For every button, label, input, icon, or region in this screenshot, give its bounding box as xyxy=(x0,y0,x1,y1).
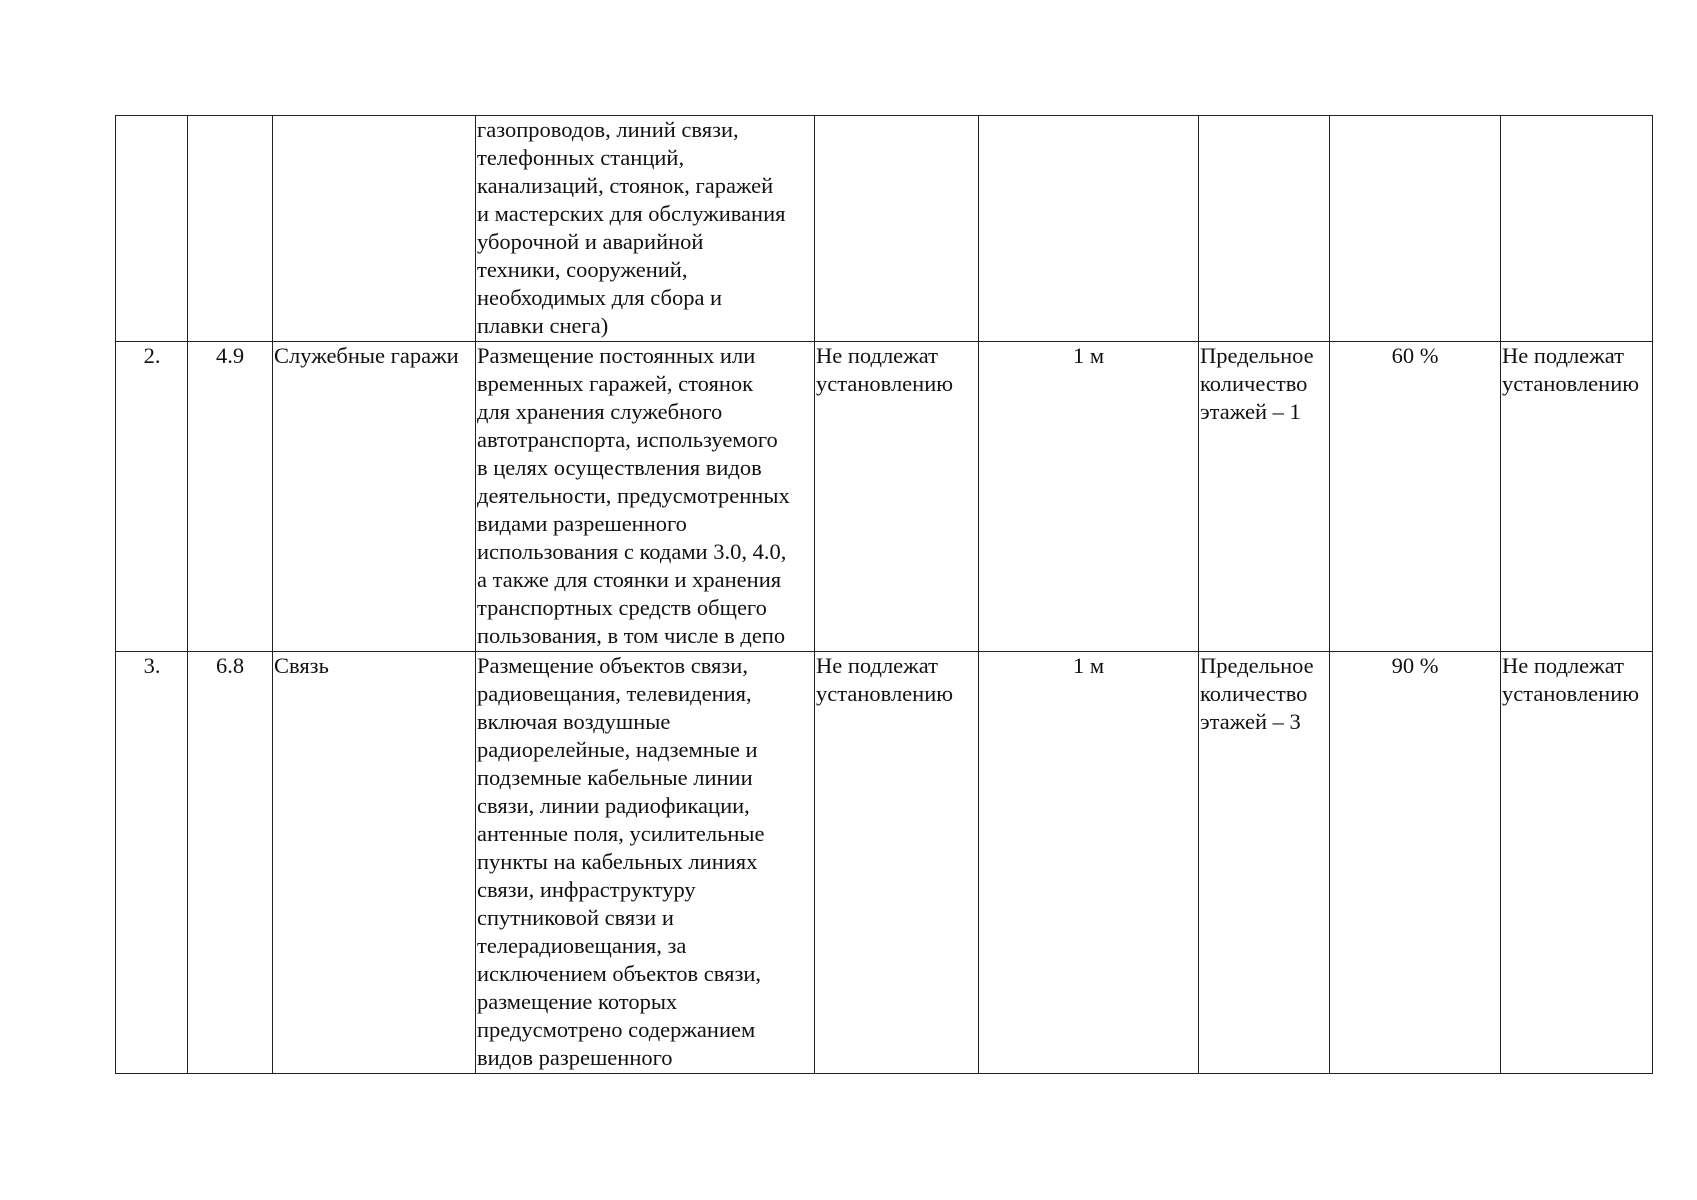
coverage-cell: 60 % xyxy=(1330,342,1501,652)
min-area-cell: Не подлежат установлению xyxy=(815,342,979,652)
min-area-cell xyxy=(815,116,979,342)
setback-cell xyxy=(979,116,1199,342)
use-code-cell: 6.8 xyxy=(188,652,273,1074)
other-params-cell: Не подлежат установлению xyxy=(1501,652,1653,1074)
row-number-cell: 2. xyxy=(116,342,188,652)
use-code-cell xyxy=(188,116,273,342)
table-row xyxy=(116,342,1653,652)
use-name-cell: Служебные гаражи xyxy=(273,342,476,652)
use-description-cell: газопроводов, линий связи, телефонных станций, канализаций, стоянок, гаражей и мастерских для обслуживания уборочной и аварийной техники, сооружений, необходимых для сбора и плавки снега) xyxy=(476,116,815,342)
table-row xyxy=(116,652,1653,1074)
use-code-cell: 4.9 xyxy=(188,342,273,652)
setback-cell: 1 м xyxy=(979,342,1199,652)
use-name-cell: Связь xyxy=(273,652,476,1074)
setback-cell: 1 м xyxy=(979,652,1199,1074)
coverage-cell xyxy=(1330,116,1501,342)
use-name-cell xyxy=(273,116,476,342)
other-params-cell xyxy=(1501,116,1653,342)
floors-cell xyxy=(1199,116,1330,342)
use-description-cell: Размещение объектов связи, радиовещания, телевидения, включая воздушные радиорелейные, надземные и подземные кабельные линии связи, линии радиофикации, антенные поля, усилительные пункты на кабельных линиях связи, инфраструктуру спутниковой связи и телерадиовещания, за исключением объектов связи, размещение которых предусмотрено содержанием видов разрешенного xyxy=(476,652,815,1074)
min-area-cell: Не подлежат установлению xyxy=(815,652,979,1074)
other-params-cell: Не подлежат установлению xyxy=(1501,342,1653,652)
row-number-cell: 3. xyxy=(116,652,188,1074)
land-use-regulations-table xyxy=(115,115,1653,1074)
coverage-cell: 90 % xyxy=(1330,652,1501,1074)
floors-cell: Предельное количество этажей – 1 xyxy=(1199,342,1330,652)
row-number-cell xyxy=(116,116,188,342)
table-row xyxy=(116,116,1653,342)
floors-cell: Предельное количество этажей – 3 xyxy=(1199,652,1330,1074)
use-description-cell: Размещение постоянных или временных гаражей, стоянок для хранения служебного автотранспорта, используемого в целях осуществления видов деятельности, предусмотренных видами разрешенного использования с кодами 3.0, 4.0, а также для стоянки и хранения транспортных средств общего пользования, в том числе в депо xyxy=(476,342,815,652)
